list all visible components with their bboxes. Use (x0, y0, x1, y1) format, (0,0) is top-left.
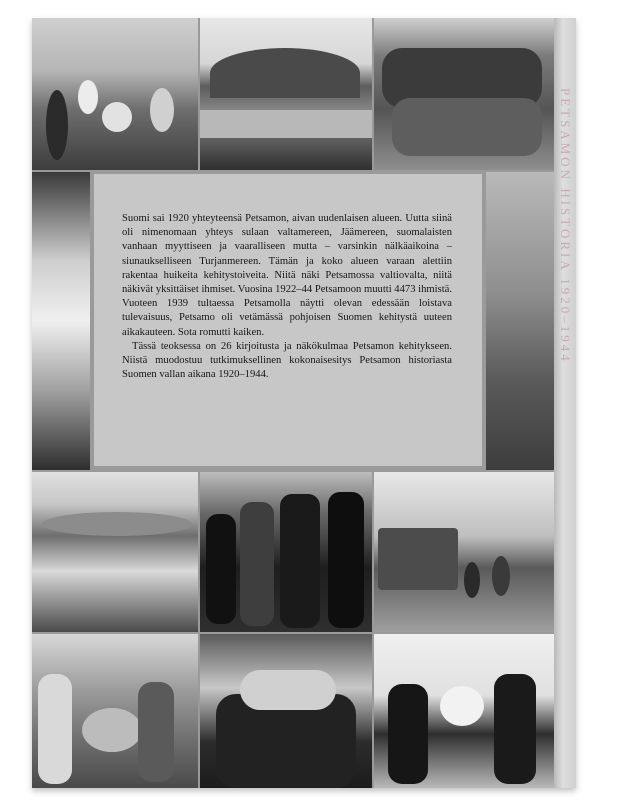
book-spine (554, 18, 576, 788)
right-strip-photo (486, 172, 554, 470)
children-on-chair-photo (374, 634, 554, 788)
left-strip-photo (32, 172, 90, 470)
blurb-paragraph-1: Suomi sai 1920 yhteyteensä Petsamon, aivan uudenlaisen alueen. Uutta siinä oli nimenomaan yhteys sulaan valtamereen, Jäämereen, suomalaisten vanhaan myyttiseen ja vaaralliseen mutta – varsinkin nälkäaikoina – siunaukselliseen Turjanmereen. Tämän ja koko alueen varaan alettiin rakentaa huikeita kehitystoiveita. Niitä näki Petsamossa valtiovalta, niitä näkivät yksittäiset ihmiset. Vuosina 1922–44 Petsamoon muutti 4473 ihmistä. Vuoteen 1939 tultaessa Petsamolla näytti olevan edessään loistava tulevaisuus, Petsamo oli vetämässä pohjoisen Suomen kehitystä uuteen aikakauteen. Sota romutti kaiken. (122, 213, 452, 338)
cover-collage (32, 18, 554, 788)
river-valley-photo (32, 472, 198, 632)
women-harvesting-photo (32, 18, 198, 170)
log-cabin-village-photo (374, 472, 554, 632)
monks-clergy-photo (200, 472, 372, 632)
church-family-photo (200, 634, 372, 788)
group-of-men-photo (374, 18, 554, 170)
blurb-panel (94, 174, 482, 466)
blurb-paragraph-2: Tässä teoksessa on 26 kirjoitusta ja näkökulmaa Petsamon kehitykseen. Niistä muodostuu tutkimuksellinen kokonaisesitys Petsamon historiasta Suomen vallan aikana 1920–1944. (122, 340, 452, 381)
spine-title: PETSAMON HISTORIA 1920–1944 (558, 88, 573, 364)
children-with-goat-photo (32, 634, 198, 788)
book-back-cover (32, 18, 576, 788)
fell-landscape-photo (200, 18, 372, 170)
